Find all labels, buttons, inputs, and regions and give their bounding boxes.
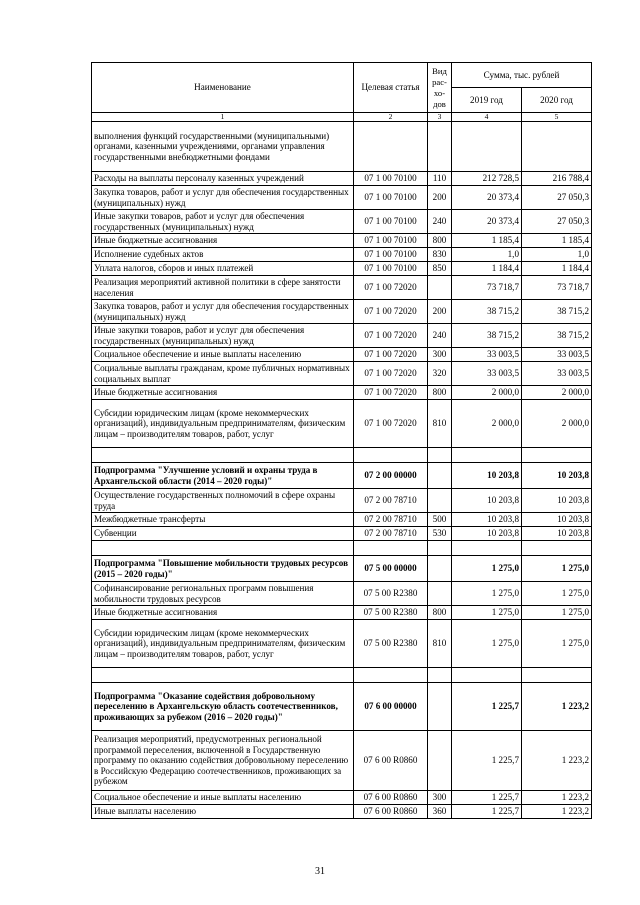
row-sum-2019: 1 225,7 (452, 805, 522, 819)
row-target-article: 07 2 00 78710 (354, 527, 428, 541)
row-expense-type (428, 556, 452, 582)
column-number: 1 (92, 113, 354, 122)
row-name: Подпрограмма "Повышение мобильности трудовых ресурсов (2015 – 2020 годы)" (92, 556, 354, 582)
row-sum-2019: 10 203,8 (452, 463, 522, 489)
table-row (92, 234, 592, 248)
empty-cell (354, 541, 428, 556)
row-expense-type: 320 (428, 362, 452, 386)
table-row (92, 805, 592, 819)
row-expense-type: 300 (428, 791, 452, 805)
row-sum-2019: 1 184,4 (452, 262, 522, 276)
row-target-article: 07 1 00 70100 (354, 248, 428, 262)
row-sum-2019: 212 728,5 (452, 172, 522, 186)
row-name: Реализация мероприятий активной политики в сфере занятости населения (92, 276, 354, 300)
row-sum-2019: 2 000,0 (452, 386, 522, 400)
row-sum-2020: 27 050,3 (522, 210, 592, 234)
row-expense-type: 200 (428, 300, 452, 324)
empty-cell (354, 448, 428, 463)
row-expense-type: 800 (428, 606, 452, 620)
empty-cell (428, 541, 452, 556)
column-number: 4 (452, 113, 522, 122)
row-name: Расходы на выплаты персоналу казенных учреждений (92, 172, 354, 186)
row-sum-2020: 10 203,8 (522, 527, 592, 541)
table-row (92, 210, 592, 234)
row-sum-2020: 1 275,0 (522, 556, 592, 582)
table-row (92, 556, 592, 582)
spacer-row (92, 448, 592, 463)
row-sum-2019: 33 003,5 (452, 348, 522, 362)
row-expense-type (428, 582, 452, 606)
row-name: выполнения функций государственными (муниципальными) органами, казенными учреждениями, органами управления государственными внебюджетными фондами (92, 122, 354, 172)
row-target-article: 07 1 00 72020 (354, 324, 428, 348)
row-name: Иные закупки товаров, работ и услуг для обеспечения государственных (муниципальных) нужд (92, 324, 354, 348)
row-expense-type (428, 683, 452, 731)
row-name: Социальные выплаты гражданам, кроме публичных нормативных социальных выплат (92, 362, 354, 386)
row-expense-type: 300 (428, 348, 452, 362)
row-sum-2020: 1 184,4 (522, 262, 592, 276)
row-target-article (354, 122, 428, 172)
row-sum-2019: 10 203,8 (452, 527, 522, 541)
table-row (92, 348, 592, 362)
row-target-article: 07 1 00 70100 (354, 186, 428, 210)
row-expense-type: 360 (428, 805, 452, 819)
empty-cell (92, 541, 354, 556)
row-sum-2020 (522, 122, 592, 172)
row-sum-2020: 27 050,3 (522, 186, 592, 210)
row-expense-type: 810 (428, 400, 452, 448)
row-sum-2019: 10 203,8 (452, 513, 522, 527)
row-name: Закупка товаров, работ и услуг для обеспечения государственных (муниципальных) нужд (92, 186, 354, 210)
row-sum-2019: 38 715,2 (452, 324, 522, 348)
column-number: 3 (428, 113, 452, 122)
table-row (92, 683, 592, 731)
row-name: Реализация мероприятий, предусмотренных региональной программой переселения, включенной в Государственную программу по оказанию содействия добровольному переселению в Российскую Федерацию соотечественников, проживающих за рубежом (92, 731, 354, 791)
empty-cell (428, 448, 452, 463)
row-target-article: 07 1 00 72020 (354, 362, 428, 386)
row-sum-2020: 1 223,2 (522, 805, 592, 819)
row-expense-type (428, 276, 452, 300)
row-expense-type: 850 (428, 262, 452, 276)
row-target-article: 07 5 00 R2380 (354, 606, 428, 620)
column-number: 2 (354, 113, 428, 122)
empty-cell (452, 541, 522, 556)
row-sum-2020: 1 185,4 (522, 234, 592, 248)
empty-cell (354, 668, 428, 683)
row-target-article: 07 1 00 72020 (354, 348, 428, 362)
row-sum-2019 (452, 122, 522, 172)
row-sum-2020: 38 715,2 (522, 300, 592, 324)
empty-cell (92, 668, 354, 683)
empty-cell (92, 448, 354, 463)
empty-cell (452, 668, 522, 683)
row-name: Закупка товаров, работ и услуг для обеспечения государственных (муниципальных) нужд (92, 300, 354, 324)
row-target-article: 07 1 00 72020 (354, 276, 428, 300)
row-expense-type (428, 463, 452, 489)
table-row (92, 606, 592, 620)
table-row (92, 186, 592, 210)
row-sum-2019: 1 275,0 (452, 582, 522, 606)
column-number: 5 (522, 113, 592, 122)
row-expense-type: 110 (428, 172, 452, 186)
row-name: Социальное обеспечение и иные выплаты населению (92, 791, 354, 805)
row-sum-2020: 1 223,2 (522, 731, 592, 791)
row-sum-2020: 216 788,4 (522, 172, 592, 186)
row-target-article: 07 1 00 70100 (354, 172, 428, 186)
row-sum-2019: 1 275,0 (452, 606, 522, 620)
table-row (92, 324, 592, 348)
row-expense-type: 800 (428, 386, 452, 400)
row-target-article: 07 2 00 00000 (354, 463, 428, 489)
row-target-article: 07 6 00 R0860 (354, 731, 428, 791)
row-sum-2019: 20 373,4 (452, 210, 522, 234)
row-name: Иные бюджетные ассигнования (92, 386, 354, 400)
row-sum-2020: 1 275,0 (522, 582, 592, 606)
row-sum-2019: 1 185,4 (452, 234, 522, 248)
row-expense-type (428, 122, 452, 172)
row-name: Подпрограмма "Оказание содействия добровольному переселению в Архангельскую область соотечественников, проживающих за рубежом (2016 – 2020 годы)" (92, 683, 354, 731)
table-row (92, 582, 592, 606)
row-sum-2019: 33 003,5 (452, 362, 522, 386)
table-row (92, 791, 592, 805)
row-name: Субсидии юридическим лицам (кроме некоммерческих организаций), индивидуальным предпринимателям, физическим лицам – производителям товаров, работ, услуг (92, 620, 354, 668)
table-row (92, 489, 592, 513)
row-name: Иные закупки товаров, работ и услуг для обеспечения государственных (муниципальных) нужд (92, 210, 354, 234)
row-name: Субвенции (92, 527, 354, 541)
row-sum-2020: 1 275,0 (522, 606, 592, 620)
row-sum-2020: 38 715,2 (522, 324, 592, 348)
row-sum-2020: 1,0 (522, 248, 592, 262)
header-year-2019: 2019 год (452, 88, 522, 113)
row-sum-2020: 10 203,8 (522, 463, 592, 489)
row-expense-type: 810 (428, 620, 452, 668)
page-number: 31 (315, 866, 325, 877)
header-target-article: Целевая статья (354, 63, 428, 113)
row-expense-type: 530 (428, 527, 452, 541)
row-sum-2020: 33 003,5 (522, 362, 592, 386)
table-body (92, 122, 592, 819)
empty-cell (452, 448, 522, 463)
row-sum-2019: 1,0 (452, 248, 522, 262)
table-row (92, 172, 592, 186)
row-sum-2019: 1 225,7 (452, 791, 522, 805)
empty-cell (522, 541, 592, 556)
row-sum-2020: 1 223,2 (522, 683, 592, 731)
empty-cell (522, 668, 592, 683)
row-sum-2019: 1 275,0 (452, 556, 522, 582)
row-target-article: 07 6 00 00000 (354, 683, 428, 731)
row-expense-type: 830 (428, 248, 452, 262)
table-row (92, 276, 592, 300)
table-row (92, 122, 592, 172)
spacer-row (92, 541, 592, 556)
empty-cell (522, 448, 592, 463)
row-sum-2020: 1 223,2 (522, 791, 592, 805)
table-row (92, 731, 592, 791)
empty-cell (428, 668, 452, 683)
table-row (92, 400, 592, 448)
table-row (92, 248, 592, 262)
row-target-article: 07 5 00 R2380 (354, 620, 428, 668)
row-target-article: 07 1 00 70100 (354, 234, 428, 248)
row-name: Социальное обеспечение и иные выплаты населению (92, 348, 354, 362)
spacer-row (92, 668, 592, 683)
row-sum-2019: 1 275,0 (452, 620, 522, 668)
row-target-article: 07 1 00 70100 (354, 262, 428, 276)
row-expense-type: 240 (428, 210, 452, 234)
row-name: Подпрограмма "Улучшение условий и охраны труда в Архангельской области (2014 – 2020 годы)" (92, 463, 354, 489)
row-expense-type: 200 (428, 186, 452, 210)
row-name: Иные бюджетные ассигнования (92, 606, 354, 620)
table-row (92, 362, 592, 386)
row-name: Софинансирование региональных программ повышения мобильности трудовых ресурсов (92, 582, 354, 606)
table-row (92, 463, 592, 489)
row-name: Межбюджетные трансферты (92, 513, 354, 527)
header-expense-type: Вид рас-хо-дов (428, 63, 452, 113)
row-expense-type: 240 (428, 324, 452, 348)
row-expense-type (428, 489, 452, 513)
row-name: Иные выплаты населению (92, 805, 354, 819)
row-expense-type: 800 (428, 234, 452, 248)
row-sum-2019: 20 373,4 (452, 186, 522, 210)
header-sum: Сумма, тыс. рублей (452, 63, 592, 88)
row-target-article: 07 6 00 R0860 (354, 791, 428, 805)
row-sum-2020: 10 203,8 (522, 489, 592, 513)
row-target-article: 07 2 00 78710 (354, 513, 428, 527)
row-sum-2020: 2 000,0 (522, 386, 592, 400)
row-name: Уплата налогов, сборов и иных платежей (92, 262, 354, 276)
row-target-article: 07 5 00 R2380 (354, 582, 428, 606)
table-row (92, 386, 592, 400)
row-target-article: 07 2 00 78710 (354, 489, 428, 513)
row-sum-2019: 73 718,7 (452, 276, 522, 300)
row-sum-2020: 73 718,7 (522, 276, 592, 300)
row-sum-2019: 38 715,2 (452, 300, 522, 324)
row-target-article: 07 1 00 70100 (354, 210, 428, 234)
row-target-article: 07 5 00 00000 (354, 556, 428, 582)
row-name: Осуществление государственных полномочий в сфере охраны труда (92, 489, 354, 513)
row-expense-type: 500 (428, 513, 452, 527)
row-name: Исполнение судебных актов (92, 248, 354, 262)
table-row (92, 527, 592, 541)
row-sum-2019: 1 225,7 (452, 683, 522, 731)
row-expense-type (428, 731, 452, 791)
table-row (92, 513, 592, 527)
row-sum-2020: 33 003,5 (522, 348, 592, 362)
row-target-article: 07 1 00 72020 (354, 386, 428, 400)
budget-table (91, 62, 592, 819)
row-target-article: 07 1 00 72020 (354, 300, 428, 324)
row-sum-2019: 2 000,0 (452, 400, 522, 448)
row-target-article: 07 6 00 R0860 (354, 805, 428, 819)
row-sum-2020: 10 203,8 (522, 513, 592, 527)
row-name: Субсидии юридическим лицам (кроме некоммерческих организаций), индивидуальным предпринимателям, физическим лицам – производителям товаров, работ, услуг (92, 400, 354, 448)
header-year-2020: 2020 год (522, 88, 592, 113)
table-row (92, 262, 592, 276)
header-name: Наименование (92, 63, 354, 113)
row-sum-2020: 2 000,0 (522, 400, 592, 448)
row-target-article: 07 1 00 72020 (354, 400, 428, 448)
table-row (92, 300, 592, 324)
row-sum-2019: 10 203,8 (452, 489, 522, 513)
row-sum-2020: 1 275,0 (522, 620, 592, 668)
table-row (92, 620, 592, 668)
row-sum-2019: 1 225,7 (452, 731, 522, 791)
row-name: Иные бюджетные ассигнования (92, 234, 354, 248)
